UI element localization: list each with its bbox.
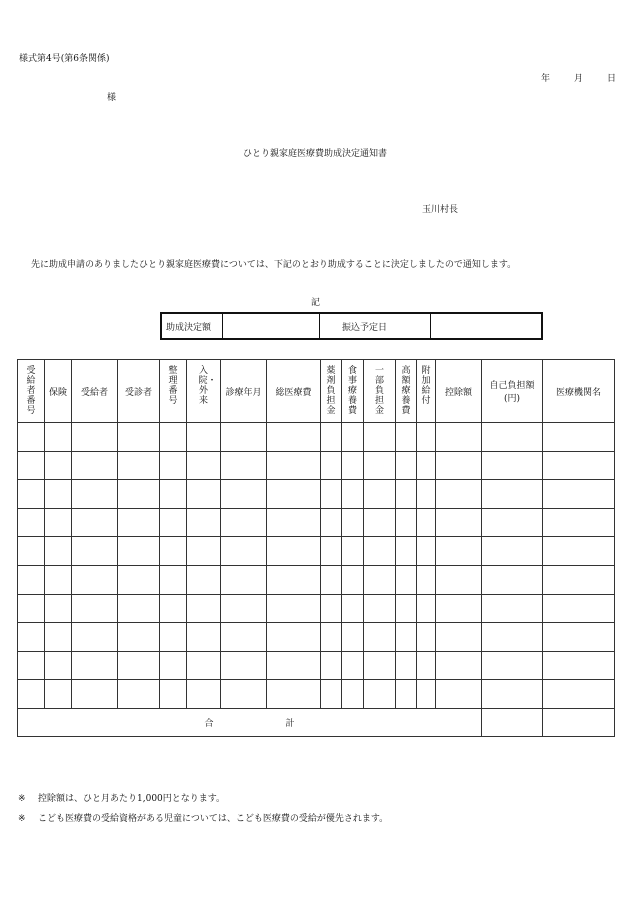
table-cell[interactable] (118, 623, 160, 652)
table-cell[interactable] (342, 565, 364, 594)
table-cell[interactable] (160, 423, 187, 452)
table-cell[interactable] (482, 594, 543, 623)
table-cell[interactable] (396, 623, 417, 652)
table-cell[interactable] (160, 480, 187, 509)
transfer-date-label: 振込予定日 (320, 313, 431, 339)
table-cell[interactable] (160, 565, 187, 594)
table-cell[interactable] (118, 680, 160, 709)
table-cell[interactable] (436, 480, 482, 509)
table-row (18, 623, 615, 652)
col-deduction: 控除額 (436, 360, 482, 423)
table-cell[interactable] (160, 451, 187, 480)
col-high-cost-medical: 高額療養費 (396, 360, 417, 423)
table-cell[interactable] (118, 537, 160, 566)
table-cell[interactable] (321, 423, 342, 452)
table-row (18, 565, 615, 594)
col-meal-cost: 食事療養費 (342, 360, 364, 423)
table-row (18, 594, 615, 623)
table-cell[interactable] (18, 423, 45, 452)
table-cell[interactable] (267, 537, 321, 566)
table-cell[interactable] (482, 451, 543, 480)
table-cell[interactable] (543, 423, 615, 452)
total-row (18, 708, 615, 736)
table-cell[interactable] (342, 480, 364, 509)
table-cell[interactable] (221, 651, 267, 680)
table-cell[interactable] (72, 680, 118, 709)
table-cell[interactable] (396, 651, 417, 680)
table-cell[interactable] (436, 680, 482, 709)
col-reference-number: 整理番号 (160, 360, 187, 423)
table-cell[interactable] (267, 565, 321, 594)
table-cell[interactable] (221, 480, 267, 509)
col-recipient: 受給者 (72, 360, 118, 423)
note-text: こども医療費の受給資格がある児童については、こども医療費の受給が優先されます。 (38, 814, 389, 824)
table-cell[interactable] (364, 565, 396, 594)
table-row (18, 680, 615, 709)
table-row (18, 508, 615, 537)
table-cell[interactable] (321, 565, 342, 594)
table-cell[interactable] (482, 423, 543, 452)
table-cell[interactable] (221, 680, 267, 709)
grant-amount-value[interactable] (223, 313, 320, 339)
table-cell[interactable] (364, 651, 396, 680)
table-cell[interactable] (221, 451, 267, 480)
table-cell[interactable] (18, 480, 45, 509)
table-cell[interactable] (160, 508, 187, 537)
table-cell[interactable] (543, 594, 615, 623)
table-cell[interactable] (417, 508, 436, 537)
table-cell[interactable] (321, 480, 342, 509)
table-cell[interactable] (187, 680, 221, 709)
table-cell[interactable] (72, 565, 118, 594)
table-cell[interactable] (482, 680, 543, 709)
table-cell[interactable] (160, 623, 187, 652)
table-cell[interactable] (417, 594, 436, 623)
table-cell[interactable] (187, 451, 221, 480)
table-cell[interactable] (482, 651, 543, 680)
table-cell[interactable] (396, 537, 417, 566)
table-cell[interactable] (118, 451, 160, 480)
table-cell[interactable] (396, 423, 417, 452)
ki-heading: 記 (311, 298, 321, 308)
note-deduction (18, 795, 225, 804)
table-cell[interactable] (417, 480, 436, 509)
table-cell[interactable] (321, 537, 342, 566)
table-cell[interactable] (72, 423, 118, 452)
table-cell[interactable] (436, 651, 482, 680)
table-cell[interactable] (160, 594, 187, 623)
table-cell[interactable] (267, 623, 321, 652)
note-priority (18, 815, 388, 824)
table-cell[interactable] (118, 565, 160, 594)
table-cell[interactable] (321, 623, 342, 652)
table-cell[interactable] (187, 651, 221, 680)
col-recipient-number: 受給者番号 (18, 360, 45, 423)
table-cell[interactable] (18, 565, 45, 594)
table-cell[interactable] (221, 623, 267, 652)
table-cell[interactable] (342, 451, 364, 480)
table-cell[interactable] (45, 594, 72, 623)
table-cell[interactable] (342, 680, 364, 709)
table-cell[interactable] (160, 537, 187, 566)
table-cell[interactable] (364, 451, 396, 480)
date-line (541, 75, 616, 84)
table-cell[interactable] (187, 623, 221, 652)
table-cell[interactable] (118, 651, 160, 680)
table-cell[interactable] (187, 565, 221, 594)
table-row (18, 480, 615, 509)
table-cell[interactable] (417, 423, 436, 452)
col-inpatient-outpatient: 入院・外来 (187, 360, 221, 423)
table-cell[interactable] (45, 480, 72, 509)
table-cell[interactable] (267, 680, 321, 709)
table-cell[interactable] (118, 423, 160, 452)
document-title: ひとり親家庭医療費助成決定通知書 (242, 149, 387, 159)
table-cell[interactable] (364, 537, 396, 566)
table-cell[interactable] (396, 480, 417, 509)
table-cell[interactable] (417, 451, 436, 480)
medical-expense-table (17, 359, 615, 737)
table-cell[interactable] (72, 508, 118, 537)
table-header-row (18, 360, 615, 423)
table-cell[interactable] (364, 594, 396, 623)
day-label: 日 (607, 74, 617, 84)
table-cell[interactable] (187, 423, 221, 452)
month-label: 月 (574, 74, 584, 84)
table-cell[interactable] (417, 651, 436, 680)
table-cell[interactable] (221, 565, 267, 594)
table-cell[interactable] (543, 680, 615, 709)
table-cell[interactable] (342, 537, 364, 566)
table-cell[interactable] (342, 651, 364, 680)
table-row (18, 423, 615, 452)
table-cell[interactable] (417, 565, 436, 594)
table-cell[interactable] (543, 623, 615, 652)
transfer-date-value[interactable] (431, 313, 543, 339)
table-cell[interactable] (364, 480, 396, 509)
table-cell[interactable] (18, 651, 45, 680)
col-self-pay: 自己負担額(円) (482, 360, 543, 423)
table-cell[interactable] (436, 423, 482, 452)
table-cell[interactable] (45, 423, 72, 452)
table-cell[interactable] (45, 508, 72, 537)
note-mark: ※ (18, 794, 26, 804)
body-text: 先に助成申請のありましたひとり親家庭医療費については、下記のとおり助成することに決定しましたので通知します。 (31, 260, 517, 270)
table-cell[interactable] (72, 651, 118, 680)
table-cell[interactable] (18, 508, 45, 537)
table-cell[interactable] (267, 423, 321, 452)
table-cell[interactable] (221, 537, 267, 566)
table-cell[interactable] (364, 423, 396, 452)
table-cell[interactable] (267, 451, 321, 480)
table-cell[interactable] (436, 565, 482, 594)
table-cell[interactable] (72, 537, 118, 566)
table-cell[interactable] (417, 537, 436, 566)
table-row (18, 537, 615, 566)
col-total-medical-cost: 総医療費 (267, 360, 321, 423)
table-cell[interactable] (72, 623, 118, 652)
table-cell[interactable] (396, 451, 417, 480)
table-cell[interactable] (267, 651, 321, 680)
addressee-suffix: 様 (107, 93, 117, 103)
total-self-pay-cell[interactable] (482, 708, 543, 736)
total-blank-cell (543, 708, 615, 736)
table-cell[interactable] (118, 508, 160, 537)
table-cell[interactable] (364, 680, 396, 709)
table-cell[interactable] (72, 480, 118, 509)
table-cell[interactable] (45, 537, 72, 566)
table-cell[interactable] (160, 651, 187, 680)
table-cell[interactable] (160, 680, 187, 709)
note-mark: ※ (18, 814, 26, 824)
table-cell[interactable] (18, 623, 45, 652)
table-cell[interactable] (321, 680, 342, 709)
table-cell[interactable] (187, 508, 221, 537)
col-additional-benefit: 附加給付 (417, 360, 436, 423)
table-cell[interactable] (436, 623, 482, 652)
table-cell[interactable] (118, 480, 160, 509)
table-cell[interactable] (396, 508, 417, 537)
table-cell[interactable] (18, 451, 45, 480)
grant-table (160, 312, 543, 340)
col-patient: 受診者 (118, 360, 160, 423)
col-treatment-month: 診療年月 (221, 360, 267, 423)
table-cell[interactable] (18, 594, 45, 623)
table-cell[interactable] (436, 451, 482, 480)
table-cell[interactable] (45, 651, 72, 680)
table-cell[interactable] (321, 594, 342, 623)
table-row (18, 651, 615, 680)
table-cell[interactable] (18, 537, 45, 566)
form-number: 様式第4号(第6条関係) (19, 54, 110, 64)
table-cell[interactable] (543, 451, 615, 480)
table-cell[interactable] (436, 594, 482, 623)
table-cell[interactable] (543, 508, 615, 537)
table-cell[interactable] (396, 680, 417, 709)
table-cell[interactable] (45, 451, 72, 480)
table-cell[interactable] (342, 423, 364, 452)
table-cell[interactable] (267, 508, 321, 537)
table-cell[interactable] (221, 508, 267, 537)
table-cell[interactable] (187, 594, 221, 623)
col-medical-institution: 医療機関名 (543, 360, 615, 423)
table-cell[interactable] (436, 537, 482, 566)
table-cell[interactable] (436, 508, 482, 537)
table-row (18, 451, 615, 480)
table-cell[interactable] (482, 480, 543, 509)
table-cell[interactable] (364, 623, 396, 652)
table-cell[interactable] (72, 451, 118, 480)
table-cell[interactable] (543, 537, 615, 566)
year-label: 年 (541, 74, 551, 84)
table-cell[interactable] (364, 508, 396, 537)
table-cell[interactable] (45, 623, 72, 652)
grant-amount-label: 助成決定額 (161, 313, 223, 339)
table-cell[interactable] (45, 680, 72, 709)
table-cell[interactable] (396, 594, 417, 623)
table-cell[interactable] (267, 594, 321, 623)
table-cell[interactable] (72, 594, 118, 623)
table-cell[interactable] (321, 451, 342, 480)
col-partial-copay: 一部負担金 (364, 360, 396, 423)
table-cell[interactable] (221, 594, 267, 623)
table-cell[interactable] (342, 594, 364, 623)
table-cell[interactable] (221, 423, 267, 452)
table-cell[interactable] (45, 565, 72, 594)
table-cell[interactable] (187, 537, 221, 566)
table-cell[interactable] (396, 565, 417, 594)
issuer: 玉川村長 (422, 205, 459, 215)
table-cell[interactable] (342, 623, 364, 652)
table-cell[interactable] (417, 680, 436, 709)
table-cell[interactable] (543, 651, 615, 680)
note-text: 控除額は、ひと月あたり1,000円となります。 (38, 794, 226, 804)
table-cell[interactable] (482, 623, 543, 652)
table-cell[interactable] (417, 623, 436, 652)
col-drug-copay: 薬剤負担金 (321, 360, 342, 423)
col-insurance: 保険 (45, 360, 72, 423)
table-cell[interactable] (482, 508, 543, 537)
table-cell[interactable] (187, 480, 221, 509)
table-cell[interactable] (321, 508, 342, 537)
table-cell[interactable] (342, 508, 364, 537)
table-cell[interactable] (482, 537, 543, 566)
table-cell[interactable] (543, 480, 615, 509)
table-cell[interactable] (267, 480, 321, 509)
table-cell[interactable] (543, 565, 615, 594)
table-cell[interactable] (482, 565, 543, 594)
table-cell[interactable] (118, 594, 160, 623)
total-label: 合 計 (18, 708, 482, 736)
table-cell[interactable] (18, 680, 45, 709)
table-cell[interactable] (321, 651, 342, 680)
